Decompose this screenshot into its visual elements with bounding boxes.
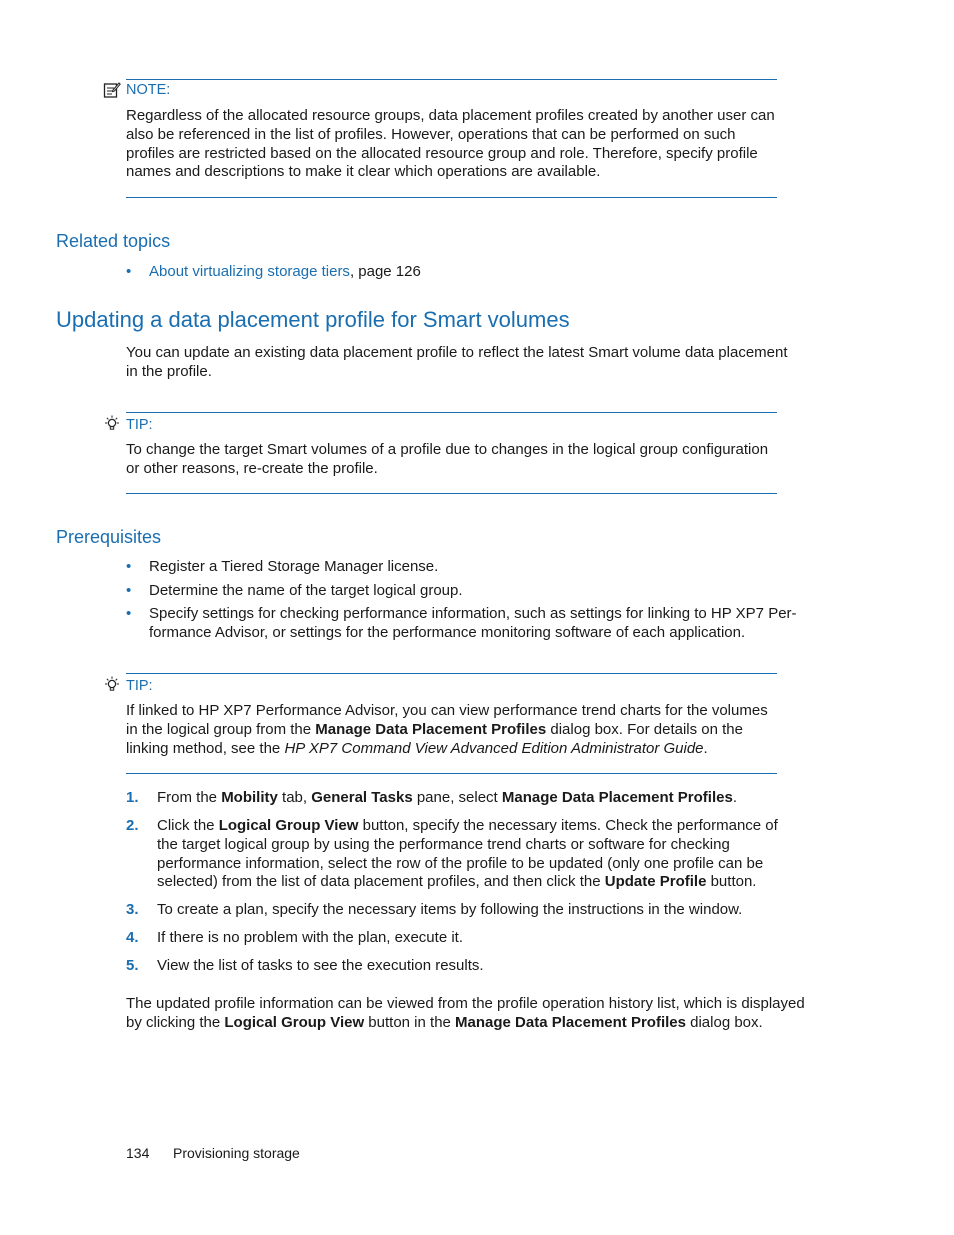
- footer-section: Provisioning storage: [173, 1145, 300, 1161]
- tip2-top-rule: [126, 673, 777, 674]
- tip2-text: If linked to HP XP7 Performance Advisor, you can view performance trend charts for the volumes in the logical group from the Manage Data Placement Profiles dialog box. For details on the linking method, see the HP XP7 Command View Advanced Edition Administrator Guide.: [126, 702, 768, 757]
- related-topics-heading: Related topics: [56, 231, 171, 251]
- tip1-top-rule: [126, 412, 777, 413]
- prerequisites-heading: Prerequisites: [56, 527, 162, 547]
- bullet-icon: •: [126, 558, 132, 575]
- note-icon: [103, 81, 121, 99]
- tip1-bottom-rule: [126, 493, 777, 494]
- page-number: 134: [126, 1145, 150, 1161]
- tip2-label: TIP:: [126, 678, 153, 694]
- closing-paragraph: The updated profile information can be viewed from the profile operation history list, which is displayed by clicking the Logical Group View button in the Manage Data Placement Profiles dialog box.: [126, 995, 805, 1031]
- tip1-label: TIP:: [126, 417, 153, 433]
- note-top-rule: [126, 79, 777, 80]
- section-title: Updating a data placement profile for Smart volumes: [56, 307, 570, 332]
- related-topic-link[interactable]: About virtualizing storage tiers: [149, 263, 350, 280]
- section-intro: You can update an existing data placement profile to reflect the latest Smart volume data placement in the profile.: [126, 344, 788, 380]
- lightbulb-icon: [103, 415, 121, 433]
- related-topic-page: , page 126: [349, 263, 421, 280]
- note-bottom-rule: [126, 197, 777, 198]
- bullet-icon: •: [126, 263, 132, 280]
- note-text: Regardless of the allocated resource groups, data placement profiles created by another user can also be referenced in the list of profiles. However, operations that can be performed on such profiles are restricted based on the allocated resource group and role. Therefore, specify profile names and descriptions to make it clear which operations are available.: [126, 107, 775, 181]
- bullet-icon: •: [126, 582, 132, 599]
- tip2-bottom-rule: [126, 773, 777, 774]
- lightbulb-icon: [103, 676, 121, 694]
- note-label: NOTE:: [126, 82, 171, 98]
- bullet-icon: •: [126, 605, 132, 622]
- tip1-text: To change the target Smart volumes of a profile due to changes in the logical group configuration or other reasons, re-create the profile.: [126, 441, 769, 477]
